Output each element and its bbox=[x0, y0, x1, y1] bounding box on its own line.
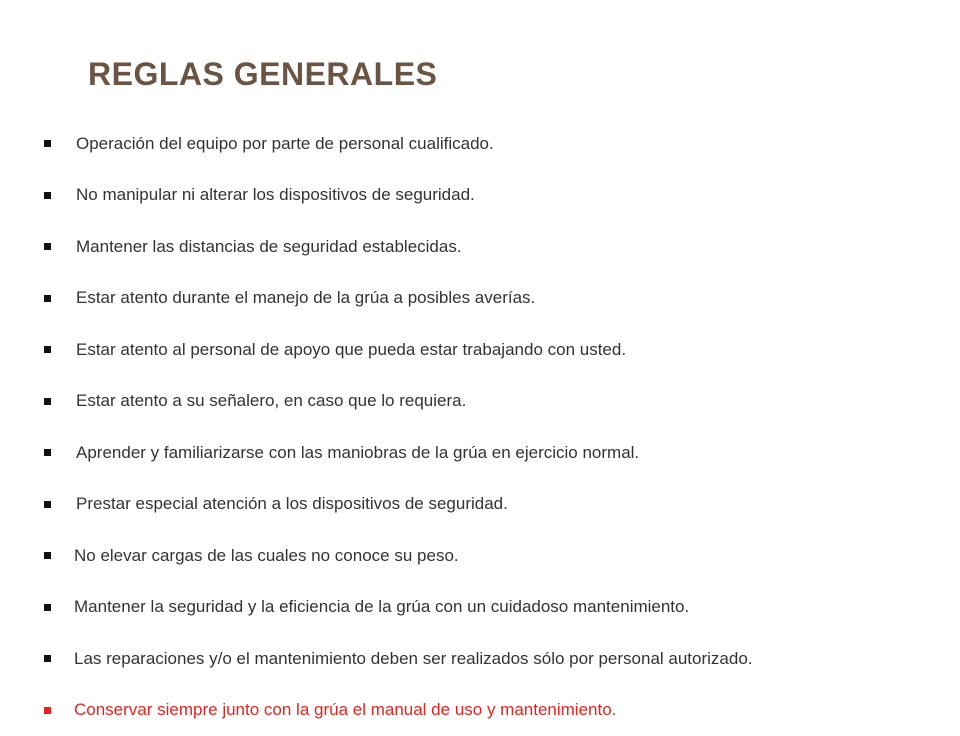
list-item bbox=[44, 479, 944, 531]
list-item bbox=[44, 582, 944, 634]
rules-list bbox=[44, 118, 944, 736]
list-item-text: Las reparaciones y/o el mantenimiento deben ser realizados sólo por personal autorizado. bbox=[74, 649, 753, 669]
list-item bbox=[44, 273, 944, 325]
square-bullet-icon bbox=[44, 604, 51, 611]
square-bullet-icon bbox=[44, 243, 51, 250]
list-item-text: Estar atento a su señalero, en caso que lo requiera. bbox=[76, 391, 466, 411]
list-item bbox=[44, 633, 944, 685]
list-item-text: Prestar especial atención a los dispositivos de seguridad. bbox=[76, 494, 508, 514]
list-item-text: Mantener la seguridad y la eficiencia de la grúa con un cuidadoso mantenimiento. bbox=[74, 597, 689, 617]
square-bullet-icon bbox=[44, 140, 51, 147]
list-item-text: No elevar cargas de las cuales no conoce su peso. bbox=[74, 546, 459, 566]
list-item-highlighted bbox=[44, 685, 944, 736]
square-bullet-icon bbox=[44, 398, 51, 405]
square-bullet-icon bbox=[44, 655, 51, 662]
list-item-text: Operación del equipo por parte de personal cualificado. bbox=[76, 134, 494, 154]
list-item-text: Estar atento durante el manejo de la grúa a posibles averías. bbox=[76, 288, 535, 308]
square-bullet-icon bbox=[44, 346, 51, 353]
list-item bbox=[44, 170, 944, 222]
square-bullet-icon bbox=[44, 192, 51, 199]
list-item-text: Mantener las distancias de seguridad establecidas. bbox=[76, 237, 462, 257]
list-item bbox=[44, 324, 944, 376]
list-item-text: Conservar siempre junto con la grúa el manual de uso y mantenimiento. bbox=[74, 700, 616, 720]
square-bullet-icon bbox=[44, 552, 51, 559]
list-item bbox=[44, 530, 944, 582]
page-title: REGLAS GENERALES bbox=[88, 56, 437, 93]
list-item bbox=[44, 427, 944, 479]
square-bullet-icon bbox=[44, 449, 51, 456]
list-item bbox=[44, 118, 944, 170]
square-bullet-icon bbox=[44, 501, 51, 508]
square-bullet-icon bbox=[44, 707, 51, 714]
square-bullet-icon bbox=[44, 295, 51, 302]
list-item-text: Estar atento al personal de apoyo que pueda estar trabajando con usted. bbox=[76, 340, 626, 360]
list-item bbox=[44, 221, 944, 273]
list-item-text: Aprender y familiarizarse con las maniobras de la grúa en ejercicio normal. bbox=[76, 443, 639, 463]
list-item-text: No manipular ni alterar los dispositivos de seguridad. bbox=[76, 185, 475, 205]
list-item bbox=[44, 376, 944, 428]
